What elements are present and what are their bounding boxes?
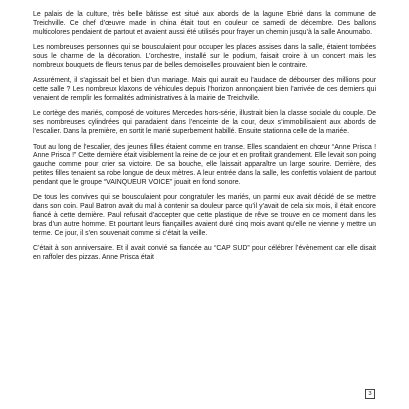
paragraph-3: Assurément, il s’agissait bel et bien d’un mariage. Mais qui aurait eu l’audace de débourser des millions pour cette salle ? Les nombreux klaxons de véhicules depuis l’horizon annonçaient bien l’arrivée de ces derniers qui venaient de remplir les formalités administratives à la mairie de Treichville. xyxy=(33,77,376,102)
paragraph-1: Le palais de la culture, très belle bâtisse est situé aux abords de la lagune Ebrié dans la commune de Treichville. Ce chef d’œuvre made in china était tout en couleur ce samedi de décembre. Des ballons multicolores pendaient de partout et avaient aussi été utilisés pour frayer un chemin jusqu’à la salle Anoumabo. xyxy=(33,11,376,36)
paragraph-2: Les nombreuses personnes qui se bousculaient pour occuper les places assises dans la salle, étaient tombées sous le charme de la décoration. L’orchestre, installé sur le podium, faisait croire à un concert mais les nombreux bouquets de fleurs tenus par de belles demoiselles prouvaient bien le contraire. xyxy=(33,44,376,69)
page-number: 3 xyxy=(365,389,375,399)
paragraph-6: De tous les convives qui se bousculaient pour congratuler les mariés, un parmi eux avait décidé de se mettre dans son coin. Paul Batron avait du mal à contenir sa douleur parce qu’il y’avait de cela six mois, il était encore fiancé à cette dernière. Paul refusait d’accepter que cette plastique de rêve se trouve en ce moment dans les bras d’un autre homme. Et pourtant leurs fiançailles avaient duré cinq mois avant qu’elle ne vienne y mettre un terme. Ce jour, il s’en souvenait comme si c’était la veille. xyxy=(33,194,376,237)
paragraph-4: Le cortège des mariés, composé de voitures Mercedes hors-série, illustrait bien la classe sociale du couple. De ses nombreuses cylindrées qui paradaient dans l’enceinte de la cour, deux s’immobilisaient aux abords de l’escalier. Dans la première, en sortit le marié superbement habillé. Ensuite stationna celle de la mariée. xyxy=(33,110,376,136)
paragraph-5: Tout au long de l’escalier, des jeunes filles étaient comme en transe. Elles scandaient en chœur “Anne Prisca ! Anne Prisca !” Cette dernière était visiblement la reine de ce jour et en profitait grandement. Elle levait son poing gauche comme pour crier sa victoire. De sa bouche, elle laissait apparaître un large sourire. Derrière, des petites filles tenaient sa robe longue de deux mètres. A leur entrée dans la salle, les confettis volaient de partout pendant que le groupe “VAINQUEUR VOICE” jouait en fond sonore. xyxy=(33,143,376,186)
paragraph-7: C’était à son anniversaire. Et il avait convié sa fiancée au “CAP SUD” pour célébrer l’évènement car elle disait en raffoler des pizzas. Anne Prisca était xyxy=(33,245,376,261)
